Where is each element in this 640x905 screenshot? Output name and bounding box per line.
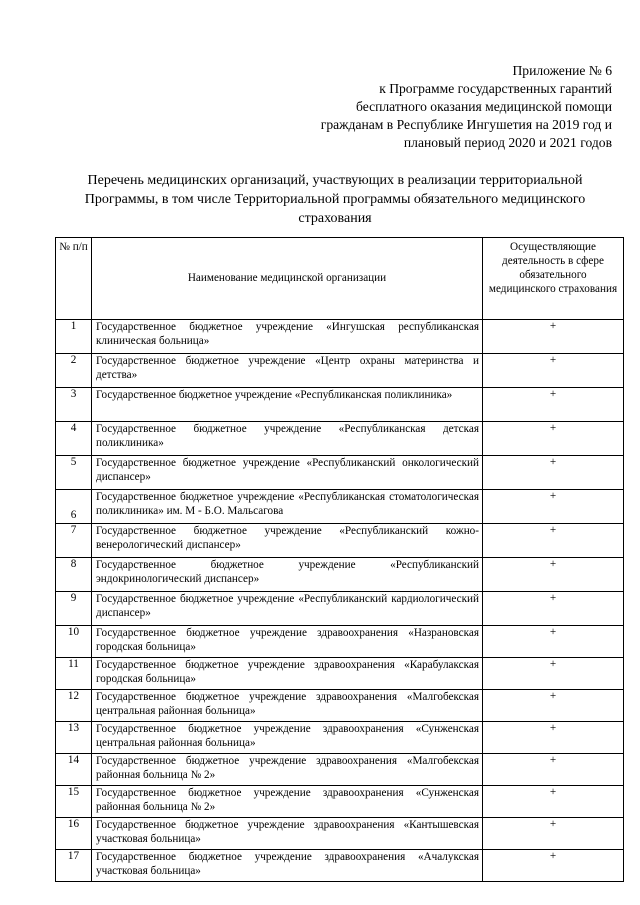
organization-name: Государственное бюджетное учреждение здравоохранения «Ачалукская участковая больница»: [92, 850, 483, 882]
organization-name: Государственное бюджетное учреждение «Республиканский кожно-венерологический диспансер»: [92, 524, 483, 558]
organization-name: Государственное бюджетное учреждение «Республиканский кардиологический диспансер»: [92, 592, 483, 626]
oms-mark: +: [483, 456, 624, 490]
organization-name: Государственное бюджетное учреждение «Ингушская республиканская клиническая больница»: [92, 320, 483, 354]
table-row: [56, 354, 624, 388]
oms-mark: +: [483, 592, 624, 626]
table-row: [56, 524, 624, 558]
organization-name: Государственное бюджетное учреждение «Республиканский онкологический диспансер»: [92, 456, 483, 490]
oms-mark: +: [483, 850, 624, 882]
appendix-line: гражданам в Республике Ингушетия на 2019 год и: [320, 117, 612, 132]
oms-mark: +: [483, 818, 624, 850]
table-row: [56, 320, 624, 354]
organization-name: Государственное бюджетное учреждение здравоохранения «Кантышевская участковая больница»: [92, 818, 483, 850]
table-row: [56, 592, 624, 626]
organization-name: Государственное бюджетное учреждение «Республиканская детская поликлиника»: [92, 422, 483, 456]
header-oms-activity: Осуществляющие деятельность в сфере обязательного медицинского страхования: [483, 238, 624, 320]
oms-mark: +: [483, 558, 624, 592]
row-number: 4: [56, 422, 92, 456]
organizations-table: [55, 237, 624, 882]
table-row: [56, 690, 624, 722]
oms-mark: +: [483, 354, 624, 388]
row-number: 5: [56, 456, 92, 490]
table-row: [56, 558, 624, 592]
appendix-note: [321, 62, 612, 152]
table-row: [56, 490, 624, 524]
table-header-row: [56, 238, 624, 320]
organization-name: Государственное бюджетное учреждение «Центр охраны материнства и детства»: [92, 354, 483, 388]
appendix-line: бесплатного оказания медицинской помощи: [355, 99, 612, 114]
header-number: № п/п: [56, 238, 92, 320]
title-line: Перечень медицинских организаций, участвующих в реализации территориальной: [87, 173, 583, 188]
table-row: [56, 626, 624, 658]
oms-mark: +: [483, 524, 624, 558]
document-title: [40, 171, 630, 228]
oms-mark: +: [483, 490, 624, 524]
organization-name: Государственное бюджетное учреждение здравоохранения «Малгобекская районная больница № 2»: [92, 754, 483, 786]
oms-mark: +: [483, 626, 624, 658]
table-row: [56, 422, 624, 456]
row-number: 1: [56, 320, 92, 354]
appendix-line: к Программе государственных гарантий: [379, 81, 612, 96]
row-number: 9: [56, 592, 92, 626]
table-row: [56, 818, 624, 850]
row-number: 13: [56, 722, 92, 754]
row-number: 16: [56, 818, 92, 850]
oms-mark: +: [483, 422, 624, 456]
oms-mark: +: [483, 320, 624, 354]
row-number: 11: [56, 658, 92, 690]
table-row: [56, 722, 624, 754]
organization-name: Государственное бюджетное учреждение «Республиканский эндокринологический диспансер»: [92, 558, 483, 592]
organization-name: Государственное бюджетное учреждение «Республиканская поликлиника»: [92, 388, 483, 422]
oms-mark: +: [483, 388, 624, 422]
organization-name: Государственное бюджетное учреждение здравоохранения «Малгобекская центральная районная больница»: [92, 690, 483, 722]
row-number: 14: [56, 754, 92, 786]
row-number: 8: [56, 558, 92, 592]
header-organization-name: Наименование медицинской организации: [92, 238, 483, 320]
table-row: [56, 850, 624, 882]
oms-mark: +: [483, 754, 624, 786]
row-number: 15: [56, 786, 92, 818]
row-number: 12: [56, 690, 92, 722]
organization-name: Государственное бюджетное учреждение здравоохранения «Сунженская районная больница № 2»: [92, 786, 483, 818]
oms-mark: +: [483, 690, 624, 722]
appendix-line: плановый период 2020 и 2021 годов: [403, 135, 612, 150]
organization-name: Государственное бюджетное учреждение здравоохранения «Назрановская городская больница»: [92, 626, 483, 658]
table-row: [56, 658, 624, 690]
appendix-line: Приложение № 6: [512, 63, 612, 78]
table-row: [56, 786, 624, 818]
row-number: 6: [56, 490, 92, 524]
row-number: 17: [56, 850, 92, 882]
oms-mark: +: [483, 658, 624, 690]
organization-name: Государственное бюджетное учреждение здравоохранения «Сунженская центральная районная больница»: [92, 722, 483, 754]
oms-mark: +: [483, 786, 624, 818]
organization-name: Государственное бюджетное учреждение здравоохранения «Карабулакская городская больница»: [92, 658, 483, 690]
table-row: [56, 388, 624, 422]
title-line: страхования: [298, 211, 372, 226]
row-number: 2: [56, 354, 92, 388]
organization-name: Государственное бюджетное учреждение «Республиканская стоматологическая поликлиника» им. М - Б.О. Мальсагова: [92, 490, 483, 524]
table-row: [56, 754, 624, 786]
row-number: 10: [56, 626, 92, 658]
oms-mark: +: [483, 722, 624, 754]
row-number: 7: [56, 524, 92, 558]
title-line: Программы, в том числе Территориальной программы обязательного медицинского: [84, 192, 586, 207]
table-row: [56, 456, 624, 490]
row-number: 3: [56, 388, 92, 422]
